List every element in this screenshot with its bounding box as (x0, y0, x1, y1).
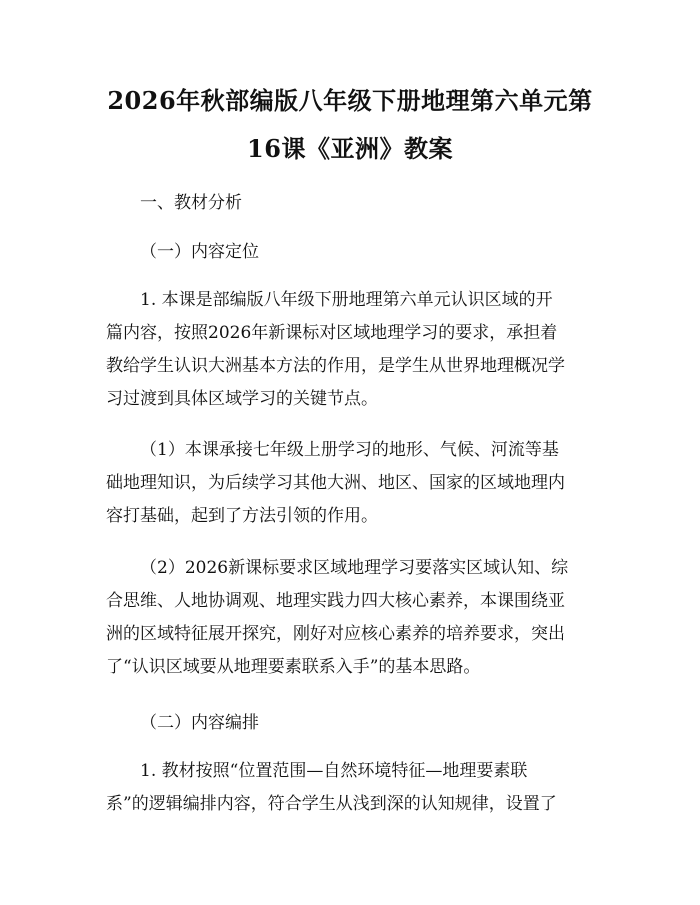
paragraph-3-line-2: 合思维、人地协调观、地理实践力四大核心素养，本课围绕亚 (106, 591, 565, 611)
document-title-line-2: 16课《亚洲》教案 (247, 134, 453, 163)
paragraph-2-line-1: （1）本课承接七年级上册学习的地形、气候、河流等基 (140, 440, 559, 460)
paragraph-1-line-4: 习过渡到具体区域学习的关键节点。 (106, 389, 378, 409)
paragraph-3-line-3: 洲的区域特征展开探究，刚好对应核心素养的培养要求，突出 (106, 624, 565, 644)
document-title-line-1: 2026年秋部编版八年级下册地理第六单元第 (107, 86, 593, 115)
paragraph-4-line-2: 系”的逻辑编排内容，符合学生从浅到深的认知规律，设置了 (106, 794, 557, 814)
paragraph-3-line-4: 了“认识区域要从地理要素联系入手”的基本思路。 (106, 657, 481, 677)
section-heading-textbook-analysis: 一、教材分析 (140, 193, 242, 213)
paragraph-4-line-1: 1. 教材按照“位置范围—自然环境特征—地理要素联 (140, 761, 528, 781)
paragraph-1-line-3: 教给学生认识大洲基本方法的作用，是学生从世界地理概况学 (106, 356, 565, 376)
paragraph-2-line-3: 容打基础，起到了方法引领的作用。 (106, 506, 378, 526)
subsection-heading-content-positioning: （一）内容定位 (140, 242, 259, 262)
paragraph-2-line-2: 础地理知识，为后续学习其他大洲、地区、国家的区域地理内 (106, 473, 565, 493)
paragraph-1-line-1: 1. 本课是部编版八年级下册地理第六单元认识区域的开 (140, 290, 553, 310)
paragraph-3-line-1: （2）2026新课标要求区域地理学习要落实区域认知、综 (140, 558, 569, 578)
paragraph-1-line-2: 篇内容，按照2026年新课标对区域地理学习的要求，承担着 (106, 323, 558, 343)
subsection-heading-content-arrangement: （二）内容编排 (140, 713, 259, 733)
